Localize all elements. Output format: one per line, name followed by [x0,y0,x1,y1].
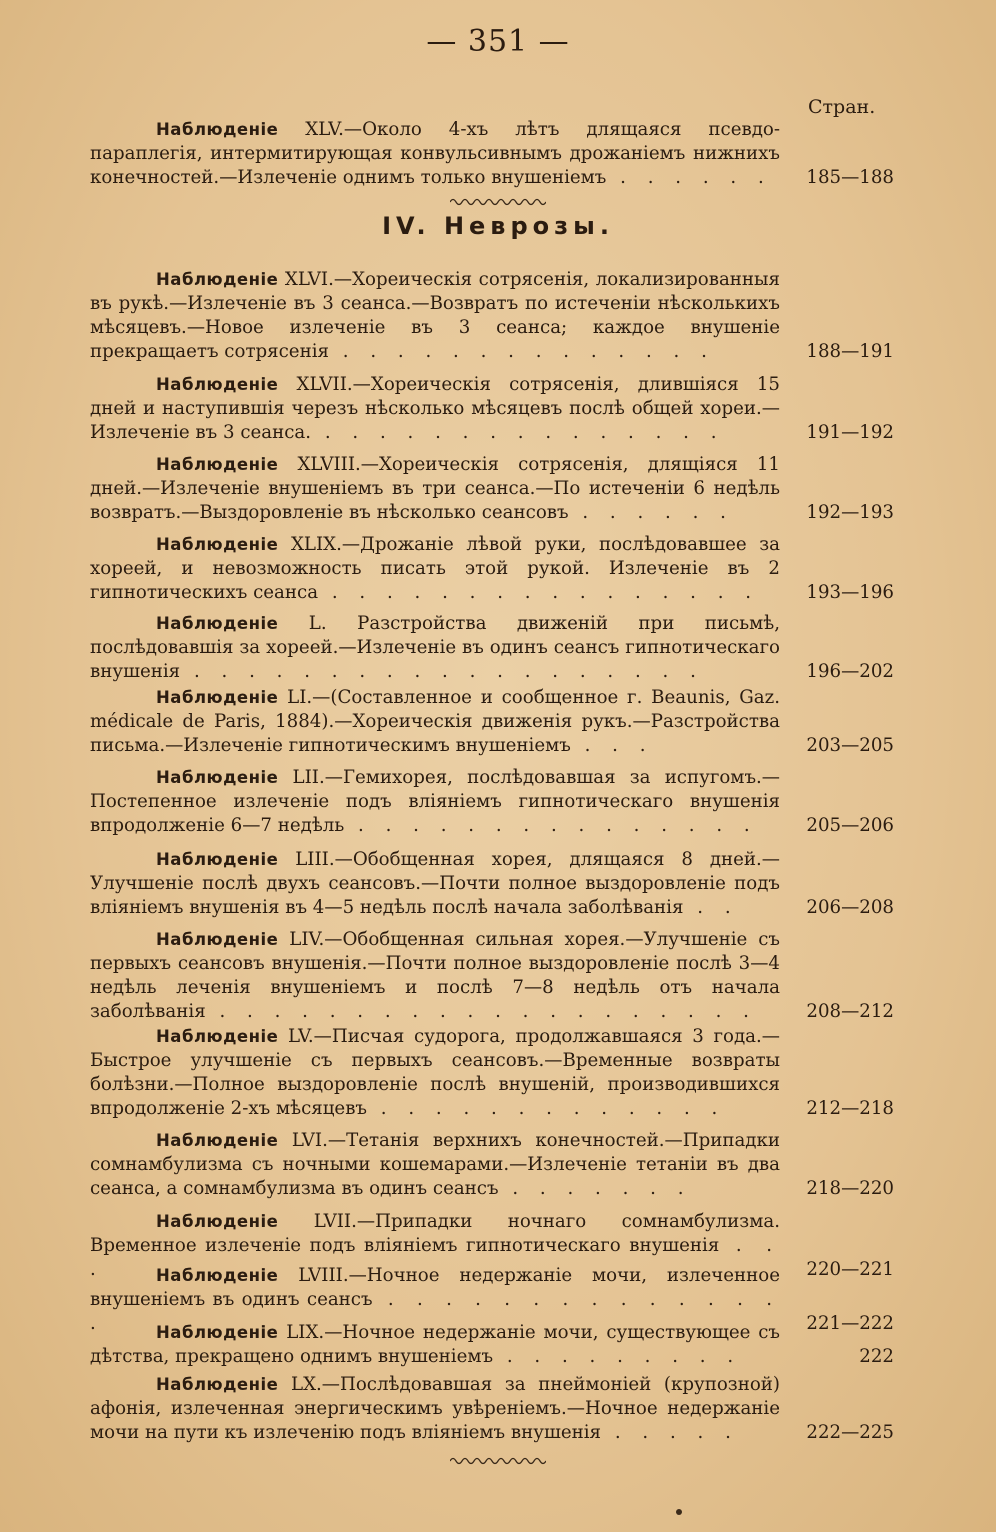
entry-label: Наблюденіе [156,614,279,633]
toc-entry [90,1129,894,1201]
dot-leader: . . . . . . . . . . . . . . . . . . . . [205,1001,757,1022]
entry-label: Наблюденіе [156,375,279,394]
ink-dot [676,1509,682,1515]
entry-pages: 221—222 [806,1313,894,1334]
dot-leader: . . . [570,735,654,756]
dot-leader: . . . . . . . . . . . . . [367,1098,726,1119]
dot-leader: . . . . . . [606,167,772,188]
entry-text [90,766,780,838]
toc-entry [90,1321,894,1369]
entry-text [90,268,780,364]
entry-label: Наблюденіе [156,455,279,474]
entry-text [90,686,780,758]
entry-label: Наблюденіе [156,688,279,707]
dot-leader: . . . . . [601,1422,739,1443]
dot-leader: . . [683,897,739,918]
dot-leader: . . . . . . . . . [493,1346,742,1367]
entry-description: XLVI.—Хореическія сотрясенія, локализированныя въ рукѣ.—Излеченіе въ 3 сеанса.—Возвратъ по истеченіи нѣсколькихъ мѣсяцевъ.—Новое излеченіе въ 3 сеанса; каждое внушеніе прекращаетъ сотрясенія [90,269,780,362]
toc-entry [90,1025,894,1121]
entry-description: XLV.—Около 4-хъ лѣтъ длящаяся псевдо-параплегія, интермитирующая конвульсивнымъ дрожаніемъ нижнихъ конечностей.—Излеченіе однимъ только внушеніемъ [90,119,780,188]
entry-text [90,1025,780,1121]
entry-description: LIII.—Обобщенная хорея, длящаяся 8 дней.—Улучшеніе послѣ двухъ сеансовъ.—Почти полное выздоровленіе подъ вліяніемъ внушенія въ 4—5 недѣль послѣ начала заболѣванія [90,849,780,918]
entry-text [90,533,780,605]
toc-entry [90,268,894,364]
entry-text [90,453,780,525]
dot-leader: . . . . . . . . . . . . . . . [344,815,758,836]
entry-label: Наблюденіе [156,1375,279,1394]
ornamental-divider [450,197,546,207]
toc-entry [90,1373,894,1445]
entry-pages: 218—220 [806,1178,894,1199]
page-number: — 351 — [426,24,570,59]
dot-leader: . . . . . . . . . . . . . . . [311,422,725,443]
entry-pages: 203—205 [806,735,894,756]
entry-text [90,1321,780,1369]
toc-entry [90,766,894,838]
entry-label: Наблюденіе [156,535,279,554]
dot-leader: . . . . . . . . . . . . . . [329,341,715,362]
toc-entry [90,686,894,758]
entry-text [90,928,780,1024]
toc-entry [90,848,894,920]
entry-pages: 208—212 [806,1001,894,1022]
entry-pages: 188—191 [806,341,894,362]
toc-entry [90,612,894,684]
entry-label: Наблюденіе [156,1266,279,1285]
entry-description: LIX.—Ночное недержаніе мочи, существующее съ дѣтства, прекращено однимъ внушеніемъ [90,1322,780,1367]
entry-description: LIV.—Обобщенная сильная хорея.—Улучшеніе съ первыхъ сеансовъ внушенія.—Почти полное выздоровленіе послѣ 3—4 недѣль леченія внушеніемъ и послѣ 7—8 недѣль отъ начала заболѣванія [90,929,780,1022]
entry-description: LI.—(Составленное и сообщенное г. Beaunis, Gaz. médicale de Paris, 1884).—Хореическія движенія рукъ.—Разстройства письма.—Излеченіе гипнотическимъ внушеніемъ [90,687,780,756]
entry-text [90,848,780,920]
entry-text [90,118,780,190]
entry-description: L. Разстройства движеній при письмѣ, послѣдовавшія за хореей.—Излеченіе въ одинъ сеансъ гипнотическаго внушенія [90,613,780,682]
entry-pages: 196—202 [806,661,894,682]
entry-pages: 206—208 [806,897,894,918]
entry-label: Наблюденіе [156,1323,279,1342]
dot-leader: . . . . . . . . . . . . . . . [90,1289,780,1334]
entry-text [90,1129,780,1201]
entry-pages: 222 [859,1346,894,1367]
dot-leader: . . . . . . . . . . . . . . . . [318,582,760,603]
entry-description: XLIX.—Дрожаніе лѣвой руки, послѣдовавшее за хореей, и невозможность писать этой рукой. Излеченіе въ 2 гипнотическихъ сеанса [90,534,780,603]
toc-entry [90,533,894,605]
entry-label: Наблюденіе [156,1027,279,1046]
entry-pages: 185—188 [806,167,894,188]
dot-leader: . . . . . . . . . . . . . . . . . . . [180,661,704,682]
entry-description: LV.—Писчая судорога, продолжавшаяся 3 года.—Быстрое улучшеніе съ первыхъ сеансовъ.—Временные возвраты болѣзни.—Полное выздоровленіе послѣ внушеній, производившихся впродолженіе 2-хъ мѣсяцевъ [90,1026,780,1119]
ornamental-divider [450,1456,546,1466]
entry-description: LX.—Послѣдовавшая за пнеймоніей (крупозной) афонія, излеченная энергическимъ увѣреніемъ.—Ночное недержаніе мочи на пути къ излеченію подъ вліяніемъ внушенія [90,1374,780,1443]
dot-leader: . . . [90,1235,780,1280]
section-title: IV. Неврозы. [382,212,614,240]
entry-pages: 193—196 [806,582,894,603]
entry-pages: 205—206 [806,815,894,836]
entry-label: Наблюденіе [156,850,279,869]
entry-description: XLVIII.—Хореическія сотрясенія, длящіяся 11 дней.—Излеченіе внушеніемъ въ три сеанса.—По истеченіи 6 недѣль возвратъ.—Выздоровленіе въ нѣсколько сеансовъ [90,454,780,523]
dot-leader: . . . . . . . [498,1178,692,1199]
entry-label: Наблюденіе [156,1131,279,1150]
entry-label: Наблюденіе [156,270,279,289]
entry-description: LVII.—Припадки ночнаго сомнамбулизма. Временное излеченіе подъ вліяніемъ гипнотическаго внушенія [90,1211,780,1256]
toc-entry [90,928,894,1024]
entry-label: Наблюденіе [156,930,279,949]
toc-entry [90,373,894,445]
entry-text [90,612,780,684]
entry-pages: 212—218 [806,1098,894,1119]
entry-pages: 220—221 [806,1259,894,1280]
entry-description: XLVII.—Хореическія сотрясенія, длившіяся 15 дней и наступившія черезъ нѣсколько мѣсяцевъ послѣ общей хореи.—Излеченіе въ 3 сеанса. [90,374,780,443]
pages-column-header: Стран. [808,96,876,118]
entry-label: Наблюденіе [156,1212,279,1231]
toc-entry [90,453,894,525]
entry-pages: 192—193 [806,502,894,523]
entry-text [90,373,780,445]
entry-description: LVIII.—Ночное недержаніе мочи, излеченное внушеніемъ въ одинъ сеансъ [90,1265,780,1310]
dot-leader: . . . . . . [568,502,734,523]
entry-description: LVI.—Тетанія верхнихъ конечностей.—Припадки сомнамбулизма съ ночными кошемарами.—Излеченіе тетаніи въ два сеанса, а сомнамбулизма въ одинъ сеансъ [90,1130,780,1199]
entry-label: Наблюденіе [156,768,279,787]
toc-entry [90,118,894,190]
entry-text [90,1373,780,1445]
entry-label: Наблюденіе [156,120,279,139]
entry-pages: 191—192 [806,422,894,443]
entry-description: LII.—Гемихорея, послѣдовавшая за испугомъ.—Постепенное излеченіе подъ вліяніемъ гипнотическаго внушенія впродолженіе 6—7 недѣль [90,767,780,836]
entry-pages: 222—225 [806,1422,894,1443]
